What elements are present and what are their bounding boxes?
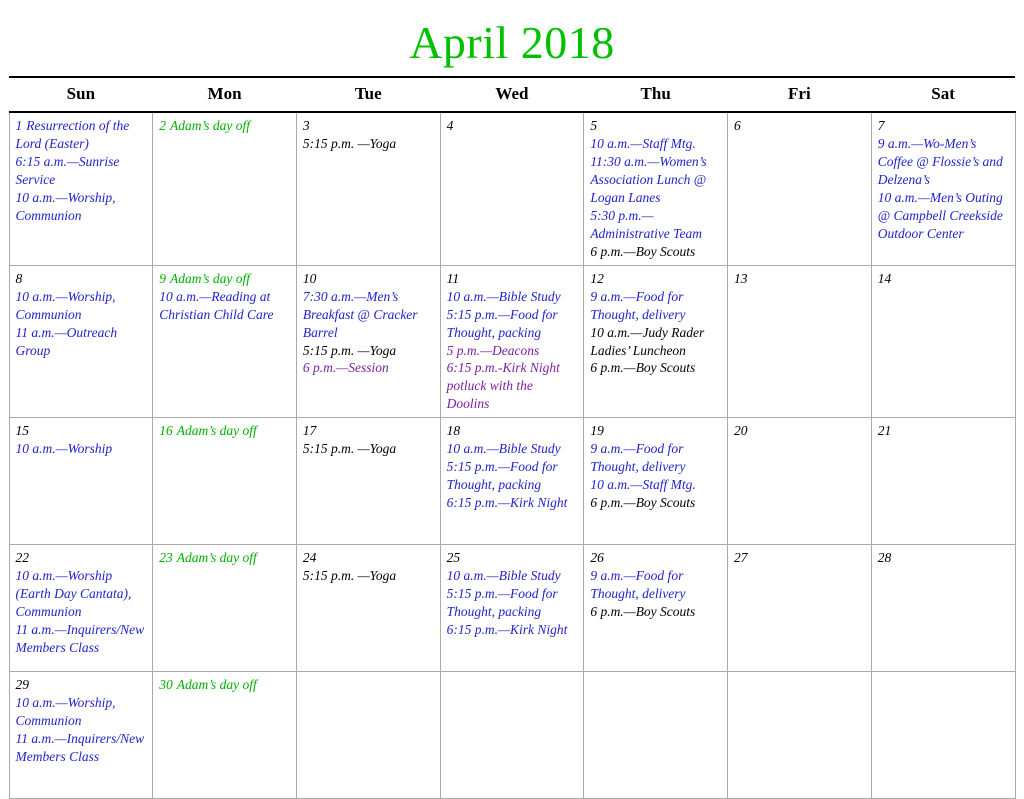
day-number: 19 <box>590 423 604 439</box>
day-cell-content <box>590 549 722 621</box>
day-cell-content <box>303 117 435 153</box>
day-number: 30 <box>159 677 173 693</box>
calendar-day-cell[interactable] <box>9 672 153 799</box>
calendar-day-cell[interactable] <box>296 265 440 418</box>
day-cell-content <box>159 422 291 440</box>
day-number: 4 <box>446 118 454 133</box>
day-first-line <box>159 117 291 135</box>
day-event: 9 a.m.—Food for Thought, delivery <box>590 288 686 322</box>
day-cell-content <box>590 117 722 261</box>
day-event: 5:15 p.m.—Food for Thought, packing <box>446 306 558 340</box>
calendar-day-cell[interactable] <box>153 112 297 265</box>
calendar-week-row <box>9 418 1015 545</box>
day-number: 3 <box>302 118 310 133</box>
calendar-day-cell[interactable] <box>584 418 728 545</box>
calendar-day-cell[interactable] <box>584 265 728 418</box>
day-cell-content <box>159 117 291 135</box>
day-event: 6 p.m.—Boy Scouts <box>590 495 696 511</box>
calendar-day-cell[interactable] <box>153 418 297 545</box>
day-cell-content <box>303 422 435 458</box>
day-event: 10 a.m.—Worship <box>15 441 113 457</box>
calendar-day-cell[interactable] <box>296 545 440 672</box>
day-event: 6 p.m.—Boy Scouts <box>590 604 696 620</box>
day-number: 8 <box>15 270 23 286</box>
calendar-day-cell[interactable] <box>153 545 297 672</box>
day-event: 10 a.m.—Bible Study <box>446 568 561 584</box>
day-number: 6 <box>734 118 741 133</box>
calendar-day-cell[interactable] <box>728 265 872 418</box>
day-number: 9 <box>159 270 166 286</box>
day-event: 7:30 a.m.—Men’s Breakfast @ Cracker Barrel <box>302 288 418 340</box>
day-number: 27 <box>734 550 748 566</box>
day-number: 13 <box>734 270 748 286</box>
calendar-day-cell[interactable] <box>440 112 584 265</box>
day-event: 5:15 p.m.—Food for Thought, packing <box>446 586 558 620</box>
calendar-day-cell[interactable] <box>871 112 1015 265</box>
day-cell-content <box>734 549 866 567</box>
day-number: 16 <box>159 423 173 439</box>
calendar-day-cell[interactable] <box>9 545 153 672</box>
day-event: 6 p.m.—Boy Scouts <box>590 243 696 259</box>
day-event: 6 p.m.—Boy Scouts <box>590 360 696 376</box>
day-cell-content <box>447 549 579 639</box>
calendar-day-cell[interactable] <box>728 112 872 265</box>
calendar-day-cell[interactable] <box>584 112 728 265</box>
day-event: 10 a.m.—Judy Rader Ladies’ Luncheon <box>590 324 705 358</box>
day-number: 11 <box>446 270 460 286</box>
day-cell-content <box>16 422 148 458</box>
day-cell-content <box>303 549 435 585</box>
calendar-week-row <box>9 672 1015 799</box>
day-cell-content <box>734 422 866 440</box>
day-event: 9 a.m.—Wo-Men’s Coffee @ Flossie’s and Delzena’s <box>877 136 1003 187</box>
calendar-day-cell[interactable] <box>153 265 297 418</box>
calendar-day-cell[interactable] <box>440 672 584 799</box>
day-cell-content <box>878 422 1010 440</box>
calendar-day-cell[interactable] <box>584 545 728 672</box>
day-event: 11 a.m.—Inquirers/New Members Class <box>15 622 145 656</box>
day-event: 10 a.m.—Worship, Communion <box>15 695 116 729</box>
day-event: 10 a.m.—Worship, Communion <box>15 189 116 223</box>
day-event: Adam’s day off <box>169 118 250 133</box>
calendar-day-cell[interactable] <box>9 418 153 545</box>
calendar-header <box>9 77 1015 112</box>
calendar-day-cell[interactable] <box>440 418 584 545</box>
day-number: 14 <box>877 270 892 286</box>
calendar-day-cell[interactable] <box>9 265 153 418</box>
day-cell-content <box>447 117 579 135</box>
day-cell-content <box>734 270 866 288</box>
calendar-day-cell[interactable] <box>871 672 1015 799</box>
calendar-day-cell[interactable] <box>296 672 440 799</box>
day-event: 5:15 p.m.—Food for Thought, packing <box>446 459 558 493</box>
day-number: 5 <box>590 118 598 133</box>
day-number: 29 <box>15 677 29 693</box>
day-event: 10 a.m.—Bible Study <box>446 288 561 304</box>
day-cell-content <box>159 270 291 324</box>
day-event: Resurrection of the Lord (Easter) <box>15 118 130 151</box>
day-event: 11 a.m.—Inquirers/New Members Class <box>15 731 145 765</box>
day-number: 1 <box>15 118 23 133</box>
day-event: 6:15 p.m.—Kirk Night <box>446 622 568 638</box>
calendar-day-cell[interactable] <box>9 112 153 265</box>
day-number: 12 <box>590 270 604 286</box>
day-first-line <box>159 676 291 694</box>
day-event: 11:30 a.m.—Women’s Association Lunch @ Logan Lanes <box>590 153 707 205</box>
day-number: 26 <box>590 550 604 566</box>
calendar-day-cell[interactable] <box>584 672 728 799</box>
day-event: 10 a.m.—Worship (Earth Day Cantata), Communion <box>15 568 132 620</box>
day-event: 11 a.m.—Outreach Group <box>15 324 118 358</box>
day-number: 25 <box>446 550 461 566</box>
day-number: 23 <box>159 550 173 566</box>
calendar-day-cell[interactable] <box>728 418 872 545</box>
weekday-header-mon: Mon <box>153 77 297 112</box>
day-event: 5:30 p.m.—Administrative Team <box>590 207 702 241</box>
calendar-week-row <box>9 112 1015 265</box>
day-cell-content <box>590 270 722 378</box>
day-number: 10 <box>302 270 317 286</box>
calendar-day-cell[interactable] <box>440 265 584 418</box>
calendar-day-cell[interactable] <box>153 672 297 799</box>
day-cell-content <box>159 549 291 567</box>
day-first-line <box>16 117 148 153</box>
page-title: April 2018 <box>409 17 615 68</box>
day-event: 5:15 p.m. —Yoga <box>302 568 397 584</box>
calendar-day-cell[interactable] <box>871 545 1015 672</box>
weekday-header-thu: Thu <box>584 77 728 112</box>
calendar-week-row <box>9 265 1015 418</box>
day-event: 6 p.m.—Session <box>302 360 389 376</box>
day-cell-content <box>447 270 579 414</box>
day-cell-content <box>16 270 148 360</box>
day-number: 7 <box>877 118 885 133</box>
day-cell-content <box>447 422 579 512</box>
weekday-header-row <box>9 77 1015 112</box>
day-event: 10 a.m.—Worship, Communion <box>15 288 116 322</box>
day-event: Adam’s day off <box>176 550 257 566</box>
day-cell-content <box>590 422 722 512</box>
day-event: 6:15 p.m.-Kirk Night potluck with the Doolins <box>446 360 560 412</box>
weekday-header-fri: Fri <box>728 77 872 112</box>
day-number: 18 <box>446 423 461 439</box>
calendar-day-cell[interactable] <box>296 418 440 545</box>
day-event: 5:15 p.m. —Yoga <box>302 136 397 151</box>
weekday-header-sat: Sat <box>871 77 1015 112</box>
day-event: Adam’s day off <box>169 270 250 286</box>
day-event: 6:15 p.m.—Kirk Night <box>446 495 568 511</box>
weekday-header-tue: Tue <box>296 77 440 112</box>
calendar-day-cell[interactable] <box>728 672 872 799</box>
weekday-header-wed: Wed <box>440 77 584 112</box>
day-number: 20 <box>734 423 748 439</box>
day-cell-content <box>734 117 866 135</box>
calendar-body <box>9 112 1015 799</box>
day-event: 5:15 p.m. —Yoga <box>302 342 397 358</box>
day-number: 22 <box>15 550 29 566</box>
day-event: 9 a.m.—Food for Thought, delivery <box>590 568 686 602</box>
day-event: 10 a.m.—Staff Mtg. <box>590 136 696 151</box>
day-cell-content <box>16 549 148 657</box>
day-event: Adam’s day off <box>176 677 257 693</box>
day-event: 5 p.m.—Deacons <box>446 342 540 358</box>
day-first-line <box>159 422 291 440</box>
day-event: Adam’s day off <box>176 423 257 439</box>
day-first-line <box>159 270 291 288</box>
day-number: 17 <box>302 423 317 439</box>
calendar-day-cell[interactable] <box>871 265 1015 418</box>
day-cell-content <box>878 549 1010 567</box>
day-event: 6:15 a.m.—Sunrise Service <box>15 154 120 187</box>
day-event: 9 a.m.—Food for Thought, delivery <box>590 441 686 475</box>
calendar-table <box>9 76 1016 799</box>
calendar-day-cell[interactable] <box>728 545 872 672</box>
day-cell-content <box>878 270 1010 288</box>
day-event: 5:15 p.m. —Yoga <box>302 441 397 457</box>
day-cell-content <box>16 676 148 766</box>
weekday-header-sun: Sun <box>9 77 153 112</box>
day-number: 21 <box>877 423 892 439</box>
day-number: 2 <box>159 118 166 133</box>
day-first-line <box>159 549 291 567</box>
day-event: 10 a.m.—Bible Study <box>446 441 561 457</box>
day-cell-content <box>303 270 435 378</box>
day-cell-content <box>878 117 1010 243</box>
calendar-day-cell[interactable] <box>871 418 1015 545</box>
day-number: 28 <box>877 550 892 566</box>
calendar-week-row <box>9 545 1015 672</box>
day-cell-content <box>16 117 148 225</box>
day-cell-content <box>159 676 291 694</box>
calendar-day-cell[interactable] <box>296 112 440 265</box>
day-number: 15 <box>15 423 29 439</box>
day-event: 10 a.m.—Staff Mtg. <box>590 477 696 493</box>
day-event: 10 a.m.—Reading at Christian Child Care <box>159 288 274 322</box>
day-event: 10 a.m.—Men’s Outing @ Campbell Creekside Outdoor Center <box>877 189 1003 241</box>
day-number: 24 <box>302 550 317 566</box>
calendar-day-cell[interactable] <box>440 545 584 672</box>
